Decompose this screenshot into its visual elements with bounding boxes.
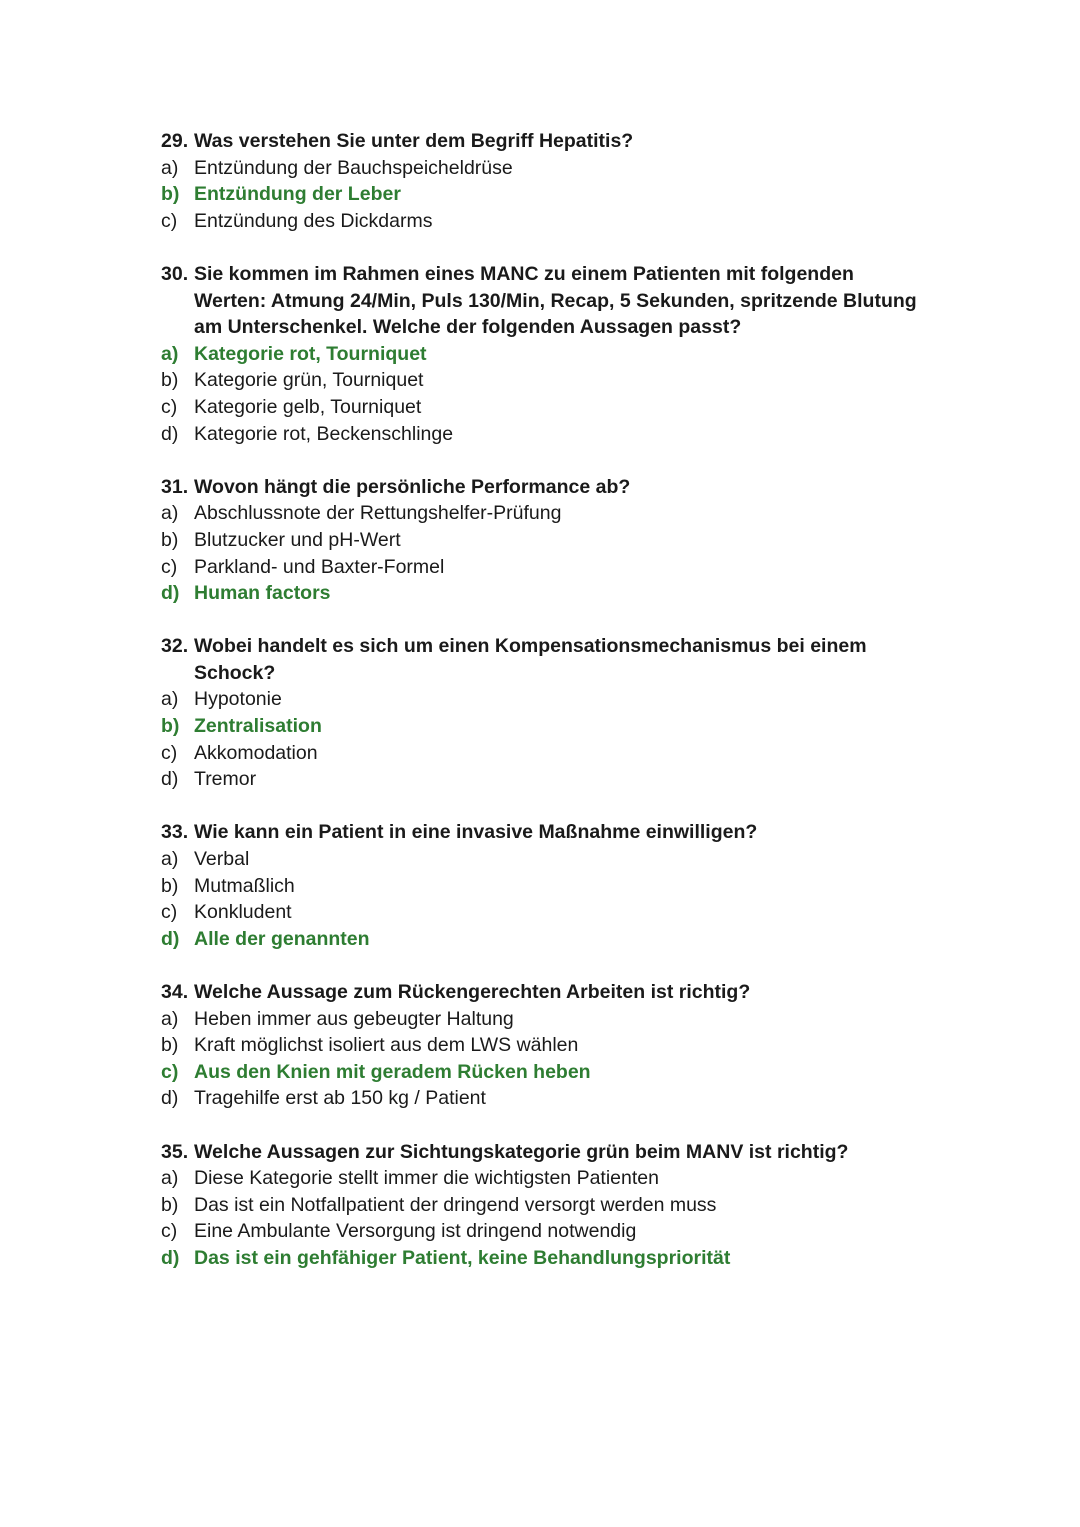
option-letter: a) (161, 156, 179, 179)
answer-option (161, 766, 921, 793)
option-letter: d) (161, 1246, 180, 1269)
question-block (161, 979, 921, 1112)
answer-option-correct (161, 1245, 921, 1272)
option-letter: b) (161, 1034, 179, 1057)
option-letter: b) (161, 369, 179, 392)
question-heading (161, 979, 921, 1006)
question-text: Welche Aussagen zur Sichtungskategorie grün beim MANV ist richtig? (194, 1140, 849, 1163)
option-text: Kategorie rot, Beckenschlinge (194, 422, 454, 445)
option-text: Tragehilfe erst ab 150 kg / Patient (194, 1087, 486, 1110)
option-text: Kategorie grün, Tourniquet (194, 369, 424, 392)
quiz-document (161, 128, 921, 1298)
question-heading (161, 128, 921, 155)
answer-option (161, 1085, 921, 1112)
answer-option-correct (161, 341, 921, 368)
option-letter: a) (161, 502, 179, 525)
option-letter: c) (161, 1060, 179, 1083)
question-number: 33. (161, 821, 189, 844)
option-text: Aus den Knien mit geradem Rücken heben (194, 1060, 591, 1083)
answer-option (161, 554, 921, 581)
answer-option (161, 208, 921, 235)
option-letter: a) (161, 342, 179, 365)
option-letter: b) (161, 183, 180, 206)
option-text: Diese Kategorie stellt immer die wichtigsten Patienten (194, 1167, 659, 1190)
answer-option (161, 367, 921, 394)
option-text: Entzündung der Leber (194, 183, 401, 206)
option-letter: d) (161, 582, 180, 605)
option-text: Entzündung des Dickdarms (194, 209, 433, 232)
question-text: Wovon hängt die persönliche Performance ab? (194, 475, 631, 498)
option-text: Heben immer aus gebeugter Haltung (194, 1007, 514, 1030)
option-letter: b) (161, 528, 179, 551)
question-block (161, 128, 921, 234)
answer-option (161, 1192, 921, 1219)
question-block (161, 819, 921, 952)
answer-option (161, 740, 921, 767)
option-text: Eine Ambulante Versorgung ist dringend notwendig (194, 1220, 637, 1243)
option-letter: c) (161, 395, 178, 418)
answer-option (161, 1032, 921, 1059)
question-number: 30. (161, 262, 189, 285)
option-text: Human factors (194, 582, 331, 605)
option-text: Tremor (194, 768, 257, 791)
answer-option (161, 1006, 921, 1033)
option-text: Verbal (194, 848, 250, 871)
option-letter: b) (161, 874, 179, 897)
answer-option-correct (161, 580, 921, 607)
option-text: Entzündung der Bauchspeicheldrüse (194, 156, 513, 179)
question-block (161, 261, 921, 447)
question-block (161, 474, 921, 607)
option-text: Zentralisation (194, 715, 322, 738)
question-text: Welche Aussage zum Rückengerechten Arbeiten ist richtig? (194, 981, 751, 1003)
option-letter: d) (161, 927, 180, 950)
option-letter: a) (161, 1167, 179, 1190)
answer-option (161, 1165, 921, 1192)
question-heading (161, 1139, 921, 1166)
option-letter: c) (161, 209, 178, 232)
option-text: Alle der genannten (194, 927, 370, 950)
option-letter: c) (161, 901, 178, 924)
option-text: Kategorie gelb, Tourniquet (194, 395, 422, 418)
answer-option (161, 899, 921, 926)
option-letter: a) (161, 1007, 179, 1030)
option-letter: d) (161, 768, 179, 791)
option-letter: c) (161, 741, 178, 764)
option-text: Kategorie rot, Tourniquet (194, 342, 427, 365)
question-text: Sie kommen im Rahmen eines MANC zu einem Patienten mit folgenden Werten: Atmung 24/Min, Puls 130/Min, Recap, 5 Sekunden, spritzende Blutung am Unterschenkel. Welche der folgenden Aussagen passt? (194, 262, 917, 339)
question-block (161, 633, 921, 793)
option-letter: d) (161, 1087, 179, 1110)
answer-option (161, 873, 921, 900)
question-text: Wobei handelt es sich um einen Kompensationsmechanismus bei einem Schock? (194, 635, 867, 684)
option-text: Blutzucker und pH-Wert (194, 528, 401, 551)
question-text: Wie kann ein Patient in eine invasive Maßnahme einwilligen? (194, 821, 758, 844)
option-text: Hypotonie (194, 688, 282, 711)
option-text: Kraft möglichst isoliert aus dem LWS wählen (194, 1034, 579, 1057)
answer-option-correct (161, 713, 921, 740)
answer-option (161, 155, 921, 182)
question-text: Was verstehen Sie unter dem Begriff Hepatitis? (194, 130, 634, 152)
question-block (161, 1139, 921, 1272)
option-text: Abschlussnote der Rettungshelfer-Prüfung (194, 502, 562, 525)
answer-option-correct (161, 926, 921, 953)
option-letter: c) (161, 555, 178, 578)
question-number: 31. (161, 475, 189, 498)
question-number: 29. (161, 130, 189, 152)
option-text: Parkland- und Baxter-Formel (194, 555, 445, 578)
answer-option (161, 527, 921, 554)
option-letter: c) (161, 1220, 178, 1243)
question-heading (161, 819, 921, 846)
option-letter: b) (161, 715, 180, 738)
option-letter: b) (161, 1193, 179, 1216)
question-number: 35. (161, 1140, 189, 1163)
answer-option (161, 1218, 921, 1245)
option-text: Das ist ein gehfähiger Patient, keine Behandlungspriorität (194, 1246, 731, 1269)
answer-option (161, 846, 921, 873)
question-heading (161, 261, 921, 341)
answer-option (161, 500, 921, 527)
answer-option-correct (161, 1059, 921, 1086)
option-text: Konkludent (194, 901, 292, 924)
option-letter: a) (161, 848, 179, 871)
option-text: Das ist ein Notfallpatient der dringend versorgt werden muss (194, 1193, 717, 1216)
option-letter: d) (161, 422, 179, 445)
question-number: 34. (161, 981, 189, 1003)
question-number: 32. (161, 635, 189, 658)
question-heading (161, 633, 921, 686)
option-text: Mutmaßlich (194, 874, 295, 897)
answer-option-correct (161, 181, 921, 208)
answer-option (161, 686, 921, 713)
option-text: Akkomodation (194, 741, 318, 764)
answer-option (161, 394, 921, 421)
answer-option (161, 421, 921, 448)
question-heading (161, 474, 921, 501)
option-letter: a) (161, 688, 179, 711)
